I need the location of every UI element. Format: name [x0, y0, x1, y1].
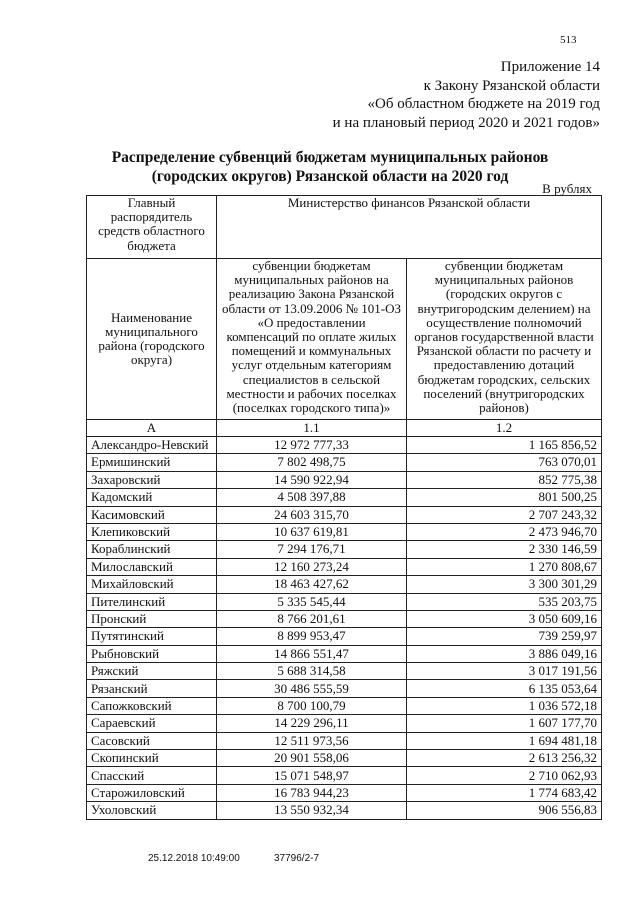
table-row: [87, 680, 602, 697]
table-row: [87, 715, 602, 732]
table-row: [87, 454, 602, 471]
table-row: [87, 784, 602, 801]
table-row: [87, 645, 602, 662]
header-col-1: субвенции бюджетам муниципальных районов на реализацию Закона Рязанской области от 13.09.2006 № 101-ОЗ «О предоставлении компенсаций по оплате жилых помещений и коммунальных услуг отдельным категориям специалистов в сельской местности и рабочих поселках (поселках городского типа)»: [217, 259, 407, 420]
amount-col-1: 14 229 296,11: [217, 715, 407, 732]
amount-col-1: 12 511 973,56: [217, 732, 407, 749]
table-row: [87, 663, 602, 680]
amount-col-2: 763 070,01: [407, 454, 602, 471]
district-name: Сапожковский: [87, 697, 217, 714]
district-name: Ермишинский: [87, 454, 217, 471]
table-row: [87, 610, 602, 627]
table-row: [87, 523, 602, 540]
appendix-line-3: «Об областном бюджете на 2019 год: [367, 96, 600, 112]
district-name: Путятинский: [87, 628, 217, 645]
district-name: Касимовский: [87, 506, 217, 523]
amount-col-2: 2 330 146,59: [407, 541, 602, 558]
district-name: Захаровский: [87, 471, 217, 488]
appendix-line-1: Приложение 14: [500, 59, 600, 75]
header-admin-value: Министерство финансов Рязанской области: [217, 196, 602, 259]
amount-col-2: 3 050 609,16: [407, 610, 602, 627]
amount-col-1: 14 866 551,47: [217, 645, 407, 662]
amount-col-1: 16 783 944,23: [217, 784, 407, 801]
index-cell-a: А: [87, 420, 217, 437]
amount-col-2: 1 036 572,18: [407, 697, 602, 714]
table-row: [87, 767, 602, 784]
amount-col-2: 852 775,38: [407, 471, 602, 488]
table-row: [87, 750, 602, 767]
table-row: [87, 558, 602, 575]
amount-col-2: 739 259,97: [407, 628, 602, 645]
index-cell-1-1: 1.1: [217, 420, 407, 437]
title-line-2: (городских округов) Рязанской области на 2020 год: [151, 168, 509, 185]
district-name: Спасский: [87, 767, 217, 784]
district-name: Старожиловский: [87, 784, 217, 801]
amount-col-2: 2 473 946,70: [407, 523, 602, 540]
district-name: Милославский: [87, 558, 217, 575]
district-name: Кораблинский: [87, 541, 217, 558]
footer-doc-code: 37796/2-7: [274, 853, 320, 864]
amount-col-1: 8 700 100,79: [217, 697, 407, 714]
amount-col-1: 10 637 619,81: [217, 523, 407, 540]
amount-col-1: 20 901 558,06: [217, 750, 407, 767]
table-row: [87, 541, 602, 558]
amount-col-2: 3 300 301,29: [407, 576, 602, 593]
header-row-columns: [87, 259, 602, 420]
amount-col-2: 1 694 481,18: [407, 732, 602, 749]
table-row: [87, 471, 602, 488]
district-name: Пителинский: [87, 593, 217, 610]
page-number: 513: [560, 34, 577, 46]
amount-col-1: 8 766 201,61: [217, 610, 407, 627]
amount-col-2: 2 613 256,32: [407, 750, 602, 767]
district-name: Сасовский: [87, 732, 217, 749]
header-col-2: субвенции бюджетам муниципальных районов (городских округов с внутригородским делением) на осуществление полномочий органов государственной власти Рязанской области по расчету и предоставлению дотаций бюджетам городских, сельских поселений (внутригородских районов): [407, 259, 602, 420]
amount-col-1: 12 972 777,33: [217, 437, 407, 454]
table-row: [87, 802, 602, 819]
amount-col-2: 535 203,75: [407, 593, 602, 610]
amount-col-1: 24 603 315,70: [217, 506, 407, 523]
table-row: [87, 489, 602, 506]
appendix-line-2: к Закону Рязанской области: [423, 77, 600, 94]
amount-col-2: 1 607 177,70: [407, 715, 602, 732]
district-name: Михайловский: [87, 576, 217, 593]
title-line-1: Распределение субвенций бюджетам муниципальных районов: [111, 149, 549, 166]
amount-col-2: 1 270 808,67: [407, 558, 602, 575]
amount-col-2: 906 556,83: [407, 802, 602, 819]
amount-col-1: 12 160 273,24: [217, 558, 407, 575]
currency-note: В рублях: [542, 181, 592, 196]
table-row: [87, 437, 602, 454]
amount-col-1: 14 590 922,94: [217, 471, 407, 488]
district-name: Ряжский: [87, 663, 217, 680]
amount-col-2: 801 500,25: [407, 489, 602, 506]
amount-col-2: 6 135 053,64: [407, 680, 602, 697]
table-row: [87, 593, 602, 610]
amount-col-2: 3 017 191,56: [407, 663, 602, 680]
amount-col-1: 18 463 427,62: [217, 576, 407, 593]
amount-col-1: 30 486 555,59: [217, 680, 407, 697]
appendix-line-4: и на плановый период 2020 и 2021 годов»: [332, 114, 600, 131]
amount-col-2: 1 165 856,52: [407, 437, 602, 454]
header-name-label: Наименование муниципального района (городского округа): [87, 259, 217, 420]
index-row: [87, 420, 602, 437]
document-title: [60, 148, 600, 186]
district-name: Рыбновский: [87, 645, 217, 662]
amount-col-2: 2 710 062,93: [407, 767, 602, 784]
header-admin-label: Главный распорядитель средств областного бюджета: [87, 196, 217, 259]
header-row-admin: [87, 196, 602, 259]
appendix-header: [333, 58, 600, 132]
index-cell-1-2: 1.2: [407, 420, 602, 437]
subventions-table: [86, 195, 602, 820]
amount-col-1: 15 071 548,97: [217, 767, 407, 784]
table-row: [87, 732, 602, 749]
district-name: Рязанский: [87, 680, 217, 697]
district-name: Пронский: [87, 610, 217, 627]
district-name: Кадомский: [87, 489, 217, 506]
district-name: Клепиковский: [87, 523, 217, 540]
amount-col-1: 5 688 314,58: [217, 663, 407, 680]
district-name: Александро-Невский: [87, 437, 217, 454]
table-row: [87, 697, 602, 714]
amount-col-1: 5 335 545,44: [217, 593, 407, 610]
amount-col-2: 3 886 049,16: [407, 645, 602, 662]
district-name: Ухоловский: [87, 802, 217, 819]
footer-datetime: 25.12.2018 10:49:00: [148, 853, 240, 864]
district-name: Скопинский: [87, 750, 217, 767]
amount-col-1: 4 508 397,88: [217, 489, 407, 506]
amount-col-2: 2 707 243,32: [407, 506, 602, 523]
amount-col-1: 8 899 953,47: [217, 628, 407, 645]
amount-col-1: 7 294 176,71: [217, 541, 407, 558]
amount-col-2: 1 774 683,42: [407, 784, 602, 801]
table-row: [87, 628, 602, 645]
district-name: Сараевский: [87, 715, 217, 732]
table-row: [87, 506, 602, 523]
amount-col-1: 7 802 498,75: [217, 454, 407, 471]
amount-col-1: 13 550 932,34: [217, 802, 407, 819]
table-row: [87, 576, 602, 593]
